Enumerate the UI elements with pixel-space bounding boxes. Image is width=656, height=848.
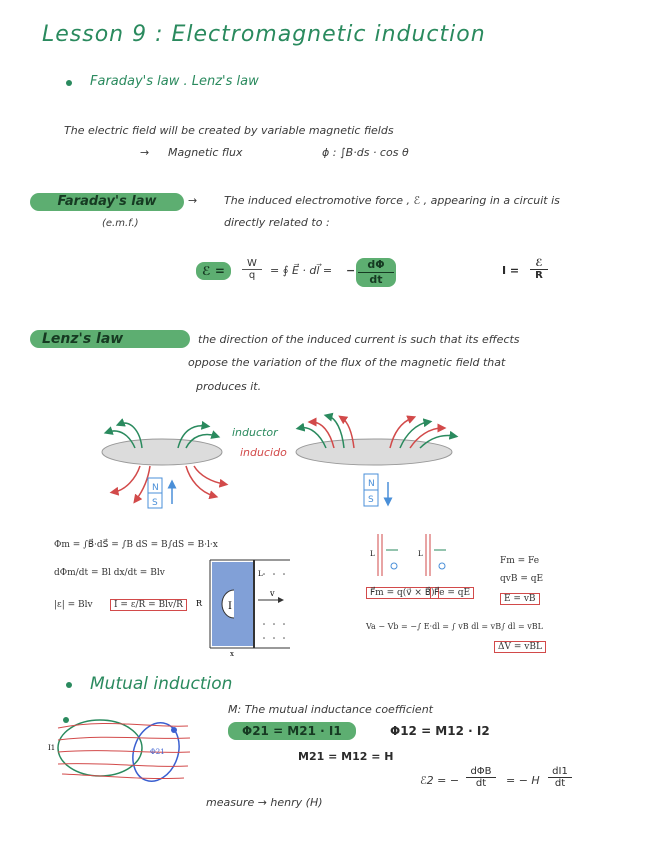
emf-den-2: dt bbox=[548, 777, 572, 789]
page-title: Lesson 9 : Electromagnetic induction bbox=[42, 22, 486, 47]
emf-lhs: ℰ2 = − bbox=[420, 774, 460, 787]
flux-derivation-eq2: dΦm/dt = Bl dx/dt = Blv bbox=[54, 568, 165, 578]
emf-abbreviation: (e.m.f.) bbox=[102, 218, 139, 229]
emf-num-2: dI1 bbox=[552, 766, 568, 777]
emf-den-1: dt bbox=[466, 777, 496, 789]
dt: dt bbox=[358, 272, 394, 287]
faraday-arrow: → bbox=[188, 194, 198, 207]
dphi: dΦ bbox=[367, 258, 385, 271]
lenz-diagram bbox=[90, 408, 570, 518]
left-ring bbox=[102, 439, 222, 465]
minus-sign: − bbox=[346, 264, 356, 277]
work-w: W bbox=[247, 258, 257, 269]
flux-derivation-eq1: Φm = ∫B⃗·dS⃗ = ∫B dS = B∫dS = B·l·x bbox=[54, 540, 218, 550]
right-ring bbox=[296, 439, 452, 465]
rod-resistor-label: R bbox=[196, 599, 203, 608]
mutual-inductance-description: M: The mutual inductance coefficient bbox=[228, 703, 433, 716]
mutual-induction-heading: Mutual induction bbox=[90, 674, 233, 694]
lenz-description-1: the direction of the induced current is such that its effects bbox=[198, 333, 520, 346]
electric-force-eq bbox=[430, 588, 474, 598]
lenz-description-3: produces it. bbox=[196, 380, 262, 393]
magnet-right-n: N bbox=[368, 479, 375, 489]
delta-v-boxed: ΔV = vBL bbox=[494, 641, 546, 653]
coil-flux-label: Φ21 bbox=[150, 748, 165, 756]
intro-arrow: → bbox=[140, 146, 150, 159]
phi21-equation: Φ21 = M21 · I1 bbox=[228, 722, 356, 740]
phi12-equation: Φ12 = M12 · I2 bbox=[390, 724, 490, 738]
emf-mid: = − H bbox=[506, 774, 540, 787]
magnet-left-s: S bbox=[152, 498, 158, 508]
rod-length-label: L bbox=[258, 570, 263, 578]
inducido-label: inducido bbox=[240, 446, 287, 459]
field-eq bbox=[500, 594, 540, 604]
work-over-charge bbox=[242, 258, 262, 281]
potential-difference-eq bbox=[494, 642, 546, 652]
magnet-left-n: N bbox=[152, 483, 159, 493]
field-eq-boxed: E = vB bbox=[500, 593, 540, 605]
field-line-red bbox=[194, 466, 224, 484]
electric-force: F⃗e = qE bbox=[430, 587, 474, 599]
force-balance-eq: Fm = Fe bbox=[500, 556, 540, 566]
rod-current-label: I bbox=[228, 601, 232, 612]
magnetic-force: F⃗m = q(v⃗ × B⃗) bbox=[366, 587, 439, 599]
flux-derivative bbox=[356, 258, 396, 287]
ohm-i: I = bbox=[502, 264, 520, 277]
mutual-inductance-equality: M21 = M12 = H bbox=[298, 750, 394, 763]
emf-fraction-1 bbox=[466, 766, 496, 789]
emf-num-1: dΦB bbox=[470, 766, 492, 777]
charge-q: q bbox=[242, 269, 262, 281]
bullet-dot bbox=[66, 682, 72, 688]
qvb-eq: qvB = qE bbox=[500, 574, 544, 584]
current-eq-box bbox=[110, 600, 187, 610]
faraday-description-1: The induced electromotive force , ℰ , appearing in a circuit is bbox=[224, 194, 560, 207]
field-line-red bbox=[114, 466, 140, 492]
inductor-label: inductor bbox=[232, 426, 278, 439]
intro-line: The electric field will be created by variable magnetic fields bbox=[64, 124, 394, 137]
bullet-dot bbox=[66, 80, 72, 86]
rod-charge-diagram bbox=[368, 530, 468, 580]
coil-1 bbox=[58, 720, 142, 776]
faraday-law-label: Faraday's law bbox=[30, 193, 184, 211]
faraday-description-2: directly related to : bbox=[224, 216, 330, 229]
flux-label: Magnetic flux bbox=[168, 146, 243, 159]
sliding-rod-diagram bbox=[194, 554, 298, 658]
coil-current-label: I1 bbox=[48, 744, 56, 752]
current-eq: I = ε/R = Blv/R bbox=[110, 599, 187, 611]
rod-x-label: x bbox=[230, 650, 234, 658]
emf-fraction-2 bbox=[548, 766, 572, 789]
coupled-coils-diagram bbox=[48, 708, 198, 788]
ohm-den: R bbox=[530, 269, 548, 281]
lenz-law-label: Lenz's law bbox=[30, 330, 190, 348]
rod-a-label: L bbox=[370, 550, 375, 558]
magnet-right-s: S bbox=[368, 495, 374, 505]
ohm-fraction bbox=[530, 258, 548, 281]
potential-difference-integral: Va − Vb = −∫ E·dl = ∫ vB dl = vB∫ dl = vBL bbox=[366, 622, 543, 631]
emf-symbol: ℰ = bbox=[196, 262, 231, 280]
field-line-red bbox=[186, 466, 214, 496]
measure-unit: measure → henry (H) bbox=[206, 796, 323, 809]
flux-formula: ϕ : ∫B·ds · cos θ bbox=[322, 146, 409, 159]
flux-derivation-eq3: |ε| = Blv bbox=[54, 600, 93, 610]
line-integral: = ∮ E⃗ · dl⃗ = bbox=[270, 264, 333, 277]
lenz-description-2: oppose the variation of the flux of the magnetic field that bbox=[188, 356, 506, 369]
magnetic-force-eq bbox=[366, 588, 439, 598]
ohm-num: ℰ bbox=[535, 258, 543, 269]
section-heading-faraday-lenz: Faraday's law . Lenz's law bbox=[90, 74, 259, 89]
rod-velocity-label: v bbox=[270, 589, 275, 598]
rod-b-label: L bbox=[418, 550, 423, 558]
